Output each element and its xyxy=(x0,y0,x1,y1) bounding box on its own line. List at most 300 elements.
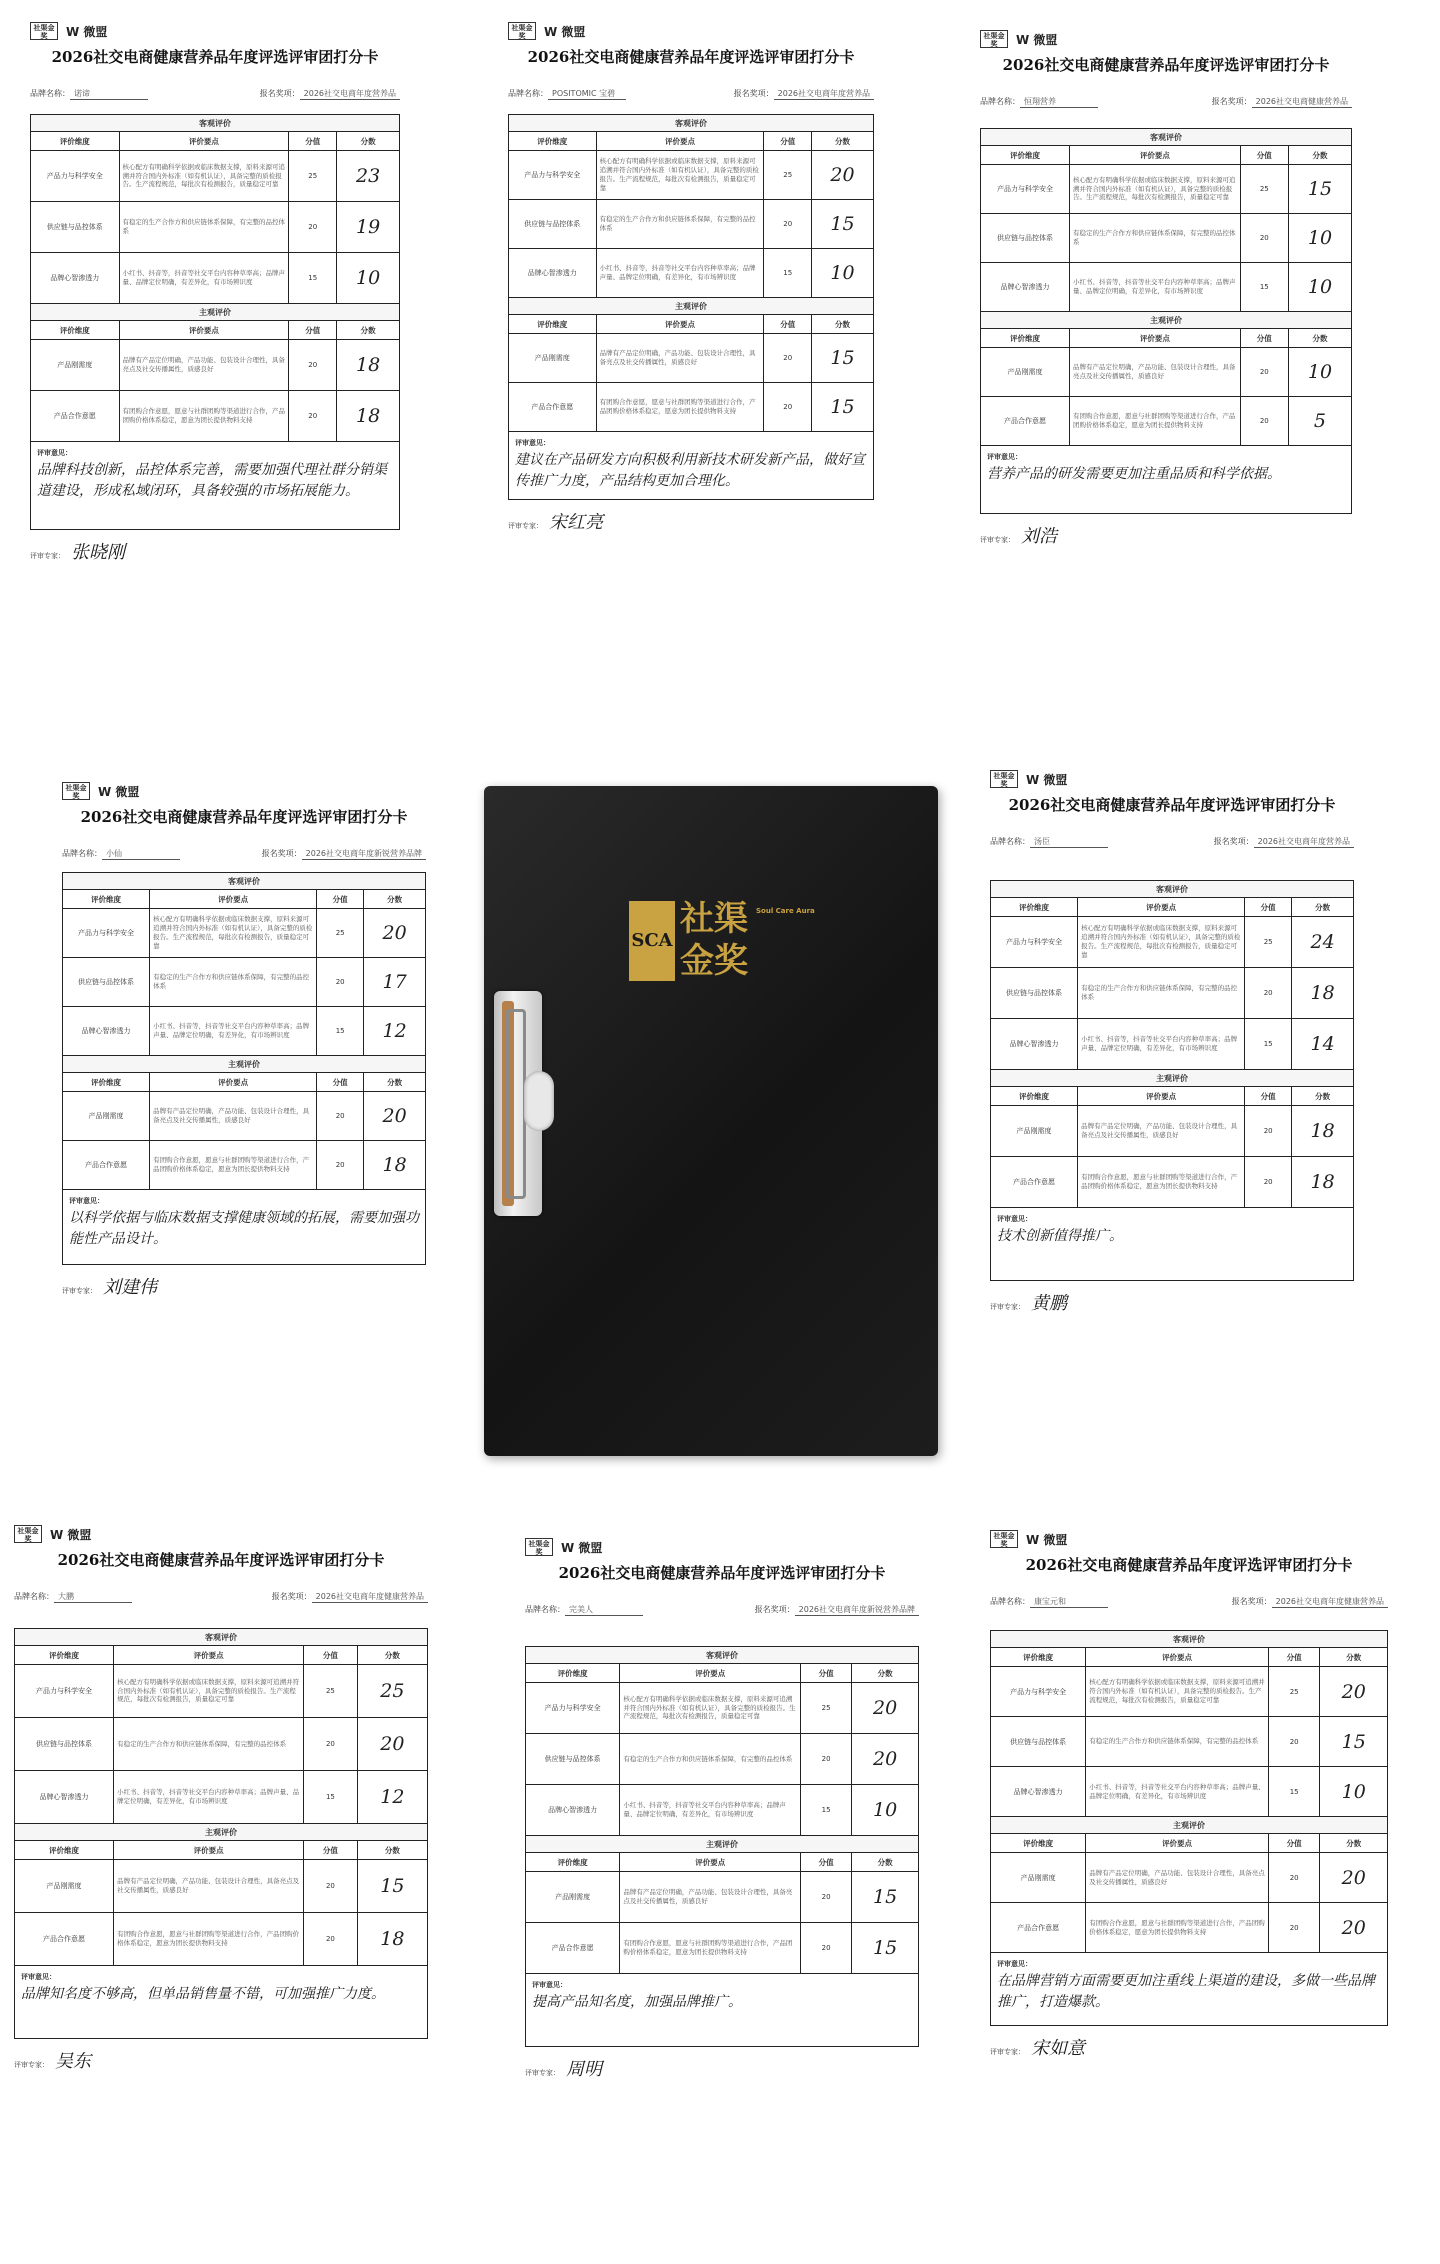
column-header: 分数 xyxy=(337,321,400,340)
card-meta xyxy=(62,848,426,860)
award-en-title: Soul Care Aura xyxy=(756,907,815,915)
comment-text: 在品牌营销方面需要更加注重线上渠道的建设，多做一些品牌推广，打造爆款。 xyxy=(997,1973,1375,2010)
dimension-cell: 品牌心智渗透力 xyxy=(15,1771,114,1824)
award-field xyxy=(755,1604,919,1616)
judge-signature xyxy=(525,2055,602,2081)
value-cell: 25 xyxy=(801,1683,852,1734)
table-row xyxy=(991,968,1354,1019)
value-cell: 20 xyxy=(1245,1157,1292,1208)
value-cell: 25 xyxy=(1245,917,1292,968)
value-cell: 15 xyxy=(304,1771,358,1824)
card-meta xyxy=(14,1591,428,1603)
section-row xyxy=(981,312,1352,329)
section-title: 客观评价 xyxy=(63,873,426,890)
point-cell: 有团购合作意愿，愿意与社群团购等渠道进行合作，产品团购价格体系稳定，愿意为团长提供物料支持 xyxy=(1086,1903,1269,1953)
judge-name: 黄鹏 xyxy=(1031,1293,1067,1314)
dimension-cell: 供应链与品控体系 xyxy=(526,1734,620,1785)
table-row xyxy=(991,1106,1354,1157)
header-row xyxy=(63,1073,426,1092)
table-row xyxy=(63,1092,426,1141)
score-table xyxy=(14,1628,428,2039)
dimension-cell: 产品力与科学安全 xyxy=(15,1665,114,1718)
column-header: 评价维度 xyxy=(15,1841,114,1860)
score-cell: 5 xyxy=(1288,397,1351,446)
award-value: 2026社交电商年度营养品 xyxy=(300,88,400,100)
point-cell: 有稳定的生产合作方和供应链体系保障，有完整的品控体系 xyxy=(620,1734,801,1785)
value-cell: 20 xyxy=(1240,214,1288,263)
section-title: 客观评价 xyxy=(991,1631,1388,1648)
column-header: 评价维度 xyxy=(991,1087,1078,1106)
weimob-logo: W 微盟 xyxy=(1026,772,1068,787)
dimension-cell: 品牌心智渗透力 xyxy=(31,253,120,304)
judge-signature xyxy=(30,538,125,564)
point-cell: 品牌有产品定位明确，产品功能、包装设计合理性，具备亮点及社交传播属性，质感良好 xyxy=(1078,1106,1245,1157)
score-cell: 20 xyxy=(811,151,873,200)
table-row xyxy=(509,383,874,432)
score-cell: 20 xyxy=(1320,1853,1388,1903)
score-table xyxy=(525,1646,919,2047)
column-header: 评价维度 xyxy=(991,1834,1086,1853)
brand-field xyxy=(990,1596,1108,1608)
header-row xyxy=(15,1646,428,1665)
header-row xyxy=(526,1853,919,1872)
award-label: 报名奖项： xyxy=(733,89,774,98)
score-cell: 18 xyxy=(1292,968,1354,1019)
column-header: 分数 xyxy=(337,132,400,151)
comment-text: 提高产品知名度，加强品牌推广。 xyxy=(532,1994,742,2010)
score-cell: 24 xyxy=(1292,917,1354,968)
card-title: 2026社交电商健康营养品年度评选评审团打分卡 xyxy=(80,808,408,826)
value-cell: 20 xyxy=(317,958,364,1007)
column-header: 评价要点 xyxy=(596,132,764,151)
column-header: 分数 xyxy=(1320,1648,1388,1667)
value-cell: 20 xyxy=(1245,1106,1292,1157)
column-header: 评价维度 xyxy=(981,146,1070,165)
comment-label: 评审意见： xyxy=(21,1973,56,1981)
award-field xyxy=(734,88,874,100)
comment-row xyxy=(15,1966,428,2039)
point-cell: 有稳定的生产合作方和供应链体系保障，有完整的品控体系 xyxy=(596,200,764,249)
score-cell: 20 xyxy=(1320,1667,1388,1717)
value-cell: 15 xyxy=(1240,263,1288,312)
score-cell: 15 xyxy=(357,1860,427,1913)
header-row xyxy=(981,329,1352,348)
point-cell: 品牌有产品定位明确，产品功能、包装设计合理性，具备亮点及社交传播属性，质感良好 xyxy=(150,1092,317,1141)
brand-value: 康宝元和 xyxy=(1030,1596,1108,1608)
point-cell: 有团购合作意愿，愿意与社群团购等渠道进行合作，产品团购价格体系稳定，愿意为团长提供物料支持 xyxy=(1070,397,1241,446)
award-value: 2026社交电商健康营养品 xyxy=(1252,96,1352,108)
column-header: 评价维度 xyxy=(526,1853,620,1872)
header-row xyxy=(509,315,874,334)
column-header: 分值 xyxy=(1268,1648,1320,1667)
dimension-cell: 品牌心智渗透力 xyxy=(509,249,597,298)
judge-name: 张晓刚 xyxy=(71,542,125,563)
brand-label: 品牌名称： xyxy=(990,1597,1030,1606)
brand-label: 品牌名称： xyxy=(990,837,1030,846)
section-title: 客观评价 xyxy=(15,1629,428,1646)
table-row xyxy=(509,249,874,298)
score-table xyxy=(508,114,874,500)
judge-signature xyxy=(980,522,1057,548)
comment-row xyxy=(63,1190,426,1265)
table-row xyxy=(526,1872,919,1923)
column-header: 分数 xyxy=(852,1853,919,1872)
comment-row xyxy=(526,1974,919,2047)
award-value: 2026社交电商年度新锐营养品牌 xyxy=(795,1604,919,1616)
point-cell: 小红书、抖音等，抖音等社交平台内容种草率高；品牌声量、品牌定位明确，有差异化，有市场辨识度 xyxy=(596,249,764,298)
judge-label: 评审专家： xyxy=(990,1303,1025,1311)
dimension-cell: 产品力与科学安全 xyxy=(991,917,1078,968)
award-value: 2026社交电商年度健康营养品 xyxy=(312,1591,428,1603)
value-cell: 20 xyxy=(1268,1717,1320,1767)
value-cell: 20 xyxy=(289,340,337,391)
value-cell: 20 xyxy=(1240,348,1288,397)
table-row xyxy=(509,334,874,383)
award-value: 2026社交电商年度新锐营养品牌 xyxy=(302,848,426,860)
card-title: 2026社交电商健康营养品年度评选评审团打分卡 xyxy=(1025,1556,1353,1574)
judge-signature xyxy=(62,1273,157,1299)
column-header: 分值 xyxy=(801,1853,852,1872)
point-cell: 小红书、抖音等，抖音等社交平台内容种草率高；品牌声量、品牌定位明确，有差异化，有市场辨识度 xyxy=(1070,263,1241,312)
section-row xyxy=(63,1056,426,1073)
weimob-logo: W 微盟 xyxy=(1016,32,1058,47)
dimension-cell: 供应链与品控体系 xyxy=(31,202,120,253)
brand-field xyxy=(30,88,148,100)
table-row xyxy=(991,917,1354,968)
dimension-cell: 产品合作意愿 xyxy=(31,391,120,442)
point-cell: 核心配方有明确科学依据或临床数据支撑，原料来源可追溯并符合国内外标准（如有机认证），具备完整的质检报告。生产流程规范，每批次有检测报告，质量稳定可靠 xyxy=(114,1665,304,1718)
column-header: 评价要点 xyxy=(150,1073,317,1092)
brand-value: 完美人 xyxy=(565,1604,643,1616)
section-row xyxy=(526,1836,919,1853)
dimension-cell: 产品力与科学安全 xyxy=(526,1683,620,1734)
section-row xyxy=(15,1629,428,1646)
table-row xyxy=(31,340,400,391)
judge-signature xyxy=(990,1289,1067,1315)
brand-label: 品牌名称： xyxy=(62,849,102,858)
comment-label: 评审意见： xyxy=(37,449,72,457)
column-header: 分值 xyxy=(304,1841,358,1860)
dimension-cell: 产品合作意愿 xyxy=(981,397,1070,446)
brand-label: 品牌名称： xyxy=(508,89,548,98)
section-row xyxy=(981,129,1352,146)
judge-label: 评审专家： xyxy=(525,2069,560,2077)
value-cell: 15 xyxy=(317,1007,364,1056)
column-header: 分数 xyxy=(357,1646,427,1665)
score-cell: 20 xyxy=(364,909,426,958)
score-cell: 18 xyxy=(337,391,400,442)
value-cell: 20 xyxy=(1245,968,1292,1019)
brand-value: 小仙 xyxy=(102,848,180,860)
column-header: 分值 xyxy=(317,1073,364,1092)
comment-text: 品牌科技创新，品控体系完善，需要加强代理社群分销渠道建设，形成私域闭环，具备较强的市场拓展能力。 xyxy=(37,462,387,499)
judge-name: 宋如意 xyxy=(1031,2038,1085,2059)
award-field xyxy=(1214,836,1354,848)
brand-value: 诺谛 xyxy=(70,88,148,100)
header-row xyxy=(15,1841,428,1860)
table-row xyxy=(15,1718,428,1771)
column-header: 分值 xyxy=(1240,146,1288,165)
award-value: 2026社交电商年度营养品 xyxy=(774,88,874,100)
comment-label: 评审意见： xyxy=(515,439,550,447)
section-title: 客观评价 xyxy=(526,1647,919,1664)
sca-logo: 社渠金奖 xyxy=(508,22,536,40)
point-cell: 品牌有产品定位明确，产品功能、包装设计合理性，具备亮点及社交传播属性，质感良好 xyxy=(1086,1853,1269,1903)
card-title: 2026社交电商健康营养品年度评选评审团打分卡 xyxy=(1002,56,1330,74)
comment-text: 品牌知名度不够高，但单品销售量不错，可加强推广力度。 xyxy=(21,1986,385,2002)
score-cell: 20 xyxy=(364,1092,426,1141)
judge-signature xyxy=(990,2034,1085,2060)
table-row xyxy=(991,1019,1354,1070)
score-cell: 15 xyxy=(811,383,873,432)
award-field xyxy=(272,1591,428,1603)
score-cell: 17 xyxy=(364,958,426,1007)
value-cell: 20 xyxy=(764,334,811,383)
award-value: 2026社交电商年度健康营养品 xyxy=(1272,1596,1388,1608)
dimension-cell: 品牌心智渗透力 xyxy=(991,1019,1078,1070)
column-header: 评价维度 xyxy=(526,1664,620,1683)
score-cell: 10 xyxy=(1320,1767,1388,1817)
dimension-cell: 产品合作意愿 xyxy=(509,383,597,432)
comment-cell xyxy=(31,442,400,530)
header-row xyxy=(31,321,400,340)
column-header: 评价维度 xyxy=(31,321,120,340)
score-cell: 18 xyxy=(1292,1106,1354,1157)
award-field xyxy=(262,848,426,860)
point-cell: 有团购合作意愿，愿意与社群团购等渠道进行合作，产品团购价格体系稳定，愿意为团长提供物料支持 xyxy=(596,383,764,432)
comment-cell xyxy=(63,1190,426,1265)
score-table xyxy=(990,1630,1388,2026)
header-row xyxy=(991,898,1354,917)
section-row xyxy=(991,1817,1388,1834)
card-title: 2026社交电商健康营养品年度评选评审团打分卡 xyxy=(51,48,379,66)
column-header: 分值 xyxy=(764,315,811,334)
dimension-cell: 品牌心智渗透力 xyxy=(63,1007,150,1056)
header-row xyxy=(991,1648,1388,1667)
score-cell: 20 xyxy=(852,1734,919,1785)
value-cell: 20 xyxy=(764,383,811,432)
point-cell: 有团购合作意愿，愿意与社群团购等渠道进行合作，产品团购价格体系稳定，愿意为团长提供物料支持 xyxy=(119,391,289,442)
score-cell: 12 xyxy=(357,1771,427,1824)
dimension-cell: 产品刚需度 xyxy=(991,1106,1078,1157)
section-title: 客观评价 xyxy=(509,115,874,132)
table-row xyxy=(991,1903,1388,1953)
weimob-logo: W 微盟 xyxy=(561,1540,603,1555)
column-header: 评价要点 xyxy=(1078,1087,1245,1106)
score-cell: 19 xyxy=(337,202,400,253)
section-title: 客观评价 xyxy=(991,881,1354,898)
header-row xyxy=(991,1834,1388,1853)
value-cell: 20 xyxy=(764,200,811,249)
table-row xyxy=(63,958,426,1007)
weimob-logo: W 微盟 xyxy=(544,24,586,39)
point-cell: 品牌有产品定位明确，产品功能、包装设计合理性，具备亮点及社交传播属性，质感良好 xyxy=(119,340,289,391)
column-header: 评价维度 xyxy=(63,890,150,909)
judge-label: 评审专家： xyxy=(30,552,65,560)
score-cell: 10 xyxy=(1288,263,1351,312)
comment-cell xyxy=(15,1966,428,2039)
column-header: 评价要点 xyxy=(150,890,317,909)
dimension-cell: 产品刚需度 xyxy=(509,334,597,383)
value-cell: 20 xyxy=(317,1141,364,1190)
judge-label: 评审专家： xyxy=(14,2061,49,2069)
brand-field xyxy=(62,848,180,860)
table-row xyxy=(991,1767,1388,1817)
comment-label: 评审意见： xyxy=(987,453,1022,461)
award-field xyxy=(1212,96,1352,108)
point-cell: 有团购合作意愿，愿意与社群团购等渠道进行合作，产品团购价格体系稳定，愿意为团长提供物料支持 xyxy=(114,1913,304,1966)
header-row xyxy=(991,1087,1354,1106)
section-row xyxy=(63,873,426,890)
score-cell: 18 xyxy=(364,1141,426,1190)
score-cell: 20 xyxy=(852,1683,919,1734)
column-header: 分数 xyxy=(1292,898,1354,917)
point-cell: 品牌有产品定位明确，产品功能、包装设计合理性，具备亮点及社交传播属性，质感良好 xyxy=(596,334,764,383)
card-meta xyxy=(980,96,1352,108)
comment-label: 评审意见： xyxy=(532,1981,567,1989)
sca-logo: 社渠金奖 xyxy=(62,782,90,800)
table-row xyxy=(31,253,400,304)
point-cell: 有团购合作意愿，愿意与社群团购等渠道进行合作，产品团购价格体系稳定，愿意为团长提供物料支持 xyxy=(150,1141,317,1190)
table-row xyxy=(509,151,874,200)
comment-row xyxy=(981,446,1352,514)
column-header: 分值 xyxy=(1245,1087,1292,1106)
point-cell: 品牌有产品定位明确，产品功能、包装设计合理性，具备亮点及社交传播属性，质感良好 xyxy=(1070,348,1241,397)
dimension-cell: 产品力与科学安全 xyxy=(981,165,1070,214)
brand-label: 品牌名称： xyxy=(980,97,1020,106)
value-cell: 25 xyxy=(1240,165,1288,214)
value-cell: 15 xyxy=(1245,1019,1292,1070)
award-label: 报名奖项： xyxy=(1231,1597,1272,1606)
brand-value: 恒翔营养 xyxy=(1020,96,1098,108)
dimension-cell: 产品合作意愿 xyxy=(991,1157,1078,1208)
card-title: 2026社交电商健康营养品年度评选评审团打分卡 xyxy=(57,1551,385,1569)
column-header: 评价要点 xyxy=(1078,898,1245,917)
column-header: 评价要点 xyxy=(596,315,764,334)
point-cell: 有稳定的生产合作方和供应链体系保障，有完整的品控体系 xyxy=(1086,1717,1269,1767)
section-title: 主观评价 xyxy=(526,1836,919,1853)
column-header: 评价要点 xyxy=(114,1841,304,1860)
comment-cell xyxy=(526,1974,919,2047)
brand-field xyxy=(990,836,1108,848)
column-header: 评价要点 xyxy=(1086,1834,1269,1853)
section-row xyxy=(31,115,400,132)
brand-field xyxy=(508,88,626,100)
column-header: 分值 xyxy=(289,132,337,151)
weimob-logo: W 微盟 xyxy=(50,1527,92,1542)
comment-text: 以科学依据与临床数据支撑健康领域的拓展，需要加强功能性产品设计。 xyxy=(69,1210,419,1247)
card-title: 2026社交电商健康营养品年度评选评审团打分卡 xyxy=(558,1564,886,1582)
score-cell: 18 xyxy=(357,1913,427,1966)
point-cell: 核心配方有明确科学依据或临床数据支撑，原料来源可追溯并符合国内外标准（如有机认证），具备完整的质检报告。生产流程规范，每批次有检测报告，质量稳定可靠 xyxy=(150,909,317,958)
dimension-cell: 供应链与品控体系 xyxy=(991,968,1078,1019)
score-cell: 14 xyxy=(1292,1019,1354,1070)
table-row xyxy=(63,909,426,958)
award-field xyxy=(260,88,400,100)
emblem-text: SCA xyxy=(631,930,673,951)
table-row xyxy=(31,202,400,253)
point-cell: 有稳定的生产合作方和供应链体系保障，有完整的品控体系 xyxy=(119,202,289,253)
section-row xyxy=(509,115,874,132)
dimension-cell: 品牌心智渗透力 xyxy=(981,263,1070,312)
score-cell: 10 xyxy=(811,249,873,298)
clip-inner xyxy=(506,1009,526,1199)
card-logo xyxy=(980,30,1057,48)
header-row xyxy=(63,890,426,909)
card-logo xyxy=(525,1538,602,1556)
score-cell: 23 xyxy=(337,151,400,202)
judge-label: 评审专家： xyxy=(508,522,543,530)
point-cell: 小红书、抖音等，抖音等社交平台内容种草率高；品牌声量、品牌定位明确，有差异化，有市场辨识度 xyxy=(620,1785,801,1836)
section-title: 主观评价 xyxy=(509,298,874,315)
dimension-cell: 产品合作意愿 xyxy=(15,1913,114,1966)
table-row xyxy=(15,1771,428,1824)
point-cell: 品牌有产品定位明确，产品功能、包装设计合理性，具备亮点及社交传播属性，质感良好 xyxy=(114,1860,304,1913)
point-cell: 品牌有产品定位明确，产品功能、包装设计合理性，具备亮点及社交传播属性，质感良好 xyxy=(620,1872,801,1923)
comment-row xyxy=(991,1208,1354,1281)
dimension-cell: 产品刚需度 xyxy=(63,1092,150,1141)
column-header: 评价维度 xyxy=(63,1073,150,1092)
column-header: 分值 xyxy=(764,132,811,151)
card-logo xyxy=(62,782,139,800)
judge-label: 评审专家： xyxy=(980,536,1015,544)
score-cell: 10 xyxy=(852,1785,919,1836)
comment-row xyxy=(509,432,874,500)
brand-label: 品牌名称： xyxy=(14,1592,54,1601)
point-cell: 有稳定的生产合作方和供应链体系保障，有完整的品控体系 xyxy=(1070,214,1241,263)
value-cell: 20 xyxy=(304,1913,358,1966)
comment-label: 评审意见： xyxy=(997,1215,1032,1223)
sca-logo: 社渠金奖 xyxy=(14,1525,42,1543)
brand-value: 大鹏 xyxy=(54,1591,132,1603)
value-cell: 25 xyxy=(317,909,364,958)
point-cell: 有稳定的生产合作方和供应链体系保障，有完整的品控体系 xyxy=(114,1718,304,1771)
point-cell: 核心配方有明确科学依据或临床数据支撑，原料来源可追溯并符合国内外标准（如有机认证），具备完整的质检报告。生产流程规范，每批次有检测报告，质量稳定可靠 xyxy=(596,151,764,200)
dimension-cell: 产品合作意愿 xyxy=(63,1141,150,1190)
column-header: 评价维度 xyxy=(991,898,1078,917)
sca-logo: 社渠金奖 xyxy=(525,1538,553,1556)
value-cell: 20 xyxy=(304,1860,358,1913)
score-cell: 15 xyxy=(811,200,873,249)
value-cell: 15 xyxy=(289,253,337,304)
score-cell: 15 xyxy=(1288,165,1351,214)
dimension-cell: 产品刚需度 xyxy=(526,1872,620,1923)
award-emblem xyxy=(629,901,675,981)
award-label: 报名奖项： xyxy=(1213,837,1254,846)
column-header: 分值 xyxy=(317,890,364,909)
column-header: 分数 xyxy=(364,890,426,909)
column-header: 分数 xyxy=(852,1664,919,1683)
sca-logo: 社渠金奖 xyxy=(990,1530,1018,1548)
award-label: 报名奖项： xyxy=(754,1605,795,1614)
table-row xyxy=(63,1007,426,1056)
point-cell: 核心配方有明确科学依据或临床数据支撑，原料来源可追溯并符合国内外标准（如有机认证），具备完整的质检报告。生产流程规范，每批次有检测报告，质量稳定可靠 xyxy=(1070,165,1241,214)
table-row xyxy=(981,214,1352,263)
column-header: 分数 xyxy=(811,132,873,151)
dimension-cell: 产品刚需度 xyxy=(981,348,1070,397)
column-header: 评价要点 xyxy=(620,1853,801,1872)
dimension-cell: 产品力与科学安全 xyxy=(991,1667,1086,1717)
value-cell: 20 xyxy=(304,1718,358,1771)
score-cell: 25 xyxy=(357,1665,427,1718)
section-title: 主观评价 xyxy=(15,1824,428,1841)
score-cell: 20 xyxy=(357,1718,427,1771)
value-cell: 20 xyxy=(1268,1903,1320,1953)
table-row xyxy=(981,397,1352,446)
dimension-cell: 产品刚需度 xyxy=(991,1853,1086,1903)
comment-row xyxy=(31,442,400,530)
card-meta xyxy=(508,88,874,100)
